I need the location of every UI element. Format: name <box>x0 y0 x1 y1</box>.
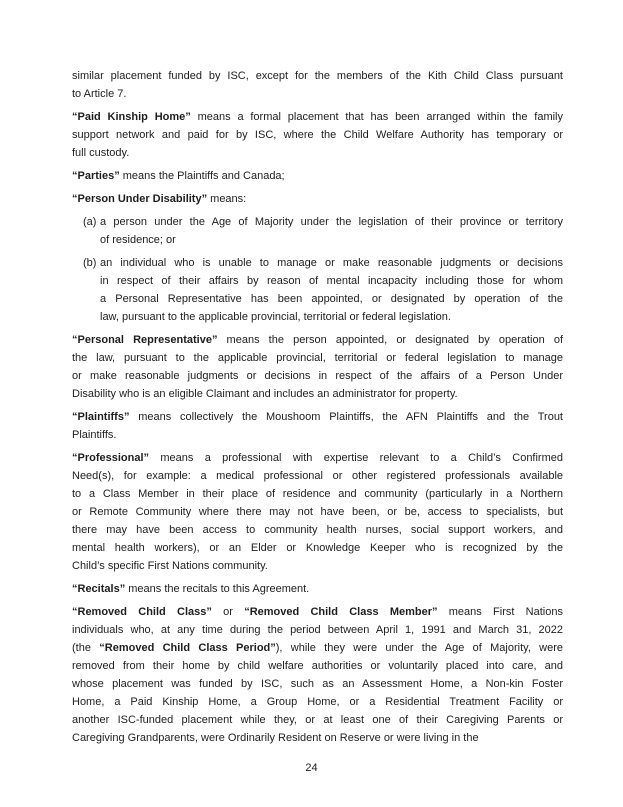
text-run: an individual who is unable to manage or make reasonable judgments or decisions <box>100 257 563 269</box>
definition-paragraph <box>72 167 563 185</box>
list-marker: (a) <box>83 216 97 228</box>
definition-paragraph <box>72 331 563 403</box>
defined-term: “Removed Child Class” <box>72 606 212 618</box>
text-run: or Remote Community where there may not have been, or be, access to specialists, but <box>72 506 563 518</box>
text-line <box>72 67 563 85</box>
text-line <box>72 449 563 467</box>
defined-term: “Personal Representative” <box>72 334 218 346</box>
text-line <box>100 213 563 231</box>
text-run: means a professional with expertise relevant to a Child’s Confirmed <box>149 452 563 464</box>
text-line <box>100 231 563 249</box>
text-run: (the <box>72 642 100 654</box>
text-line <box>72 108 563 126</box>
text-run: means the person appointed, or designated by operation of <box>217 334 564 346</box>
text-run: Child’s specific First Nations community. <box>72 560 268 572</box>
text-line <box>72 367 563 385</box>
text-run: means First Nations <box>437 606 563 618</box>
text-run: of residence; or <box>100 234 176 246</box>
text-run: means: <box>207 193 247 205</box>
definition-list-item <box>72 254 563 326</box>
text-run: in respect of their affairs by reason of mental incapacity including those for whom <box>100 275 563 287</box>
text-run: law, pursuant to the applicable provincial, territorial or federal legislation. <box>100 311 451 323</box>
text-line <box>72 657 563 675</box>
definition-paragraph <box>72 580 563 598</box>
text-line <box>72 385 563 403</box>
text-run: or <box>211 606 245 618</box>
text-run: Need(s), for example: a medical professional or other registered professionals available <box>72 470 563 482</box>
text-line <box>72 167 563 185</box>
text-run: the law, pursuant to the applicable provincial, territorial or federal legislation to manage <box>72 352 563 364</box>
definition-paragraph <box>72 449 563 575</box>
text-run: means the Plaintiffs and Canada; <box>119 170 285 182</box>
text-line <box>72 711 563 729</box>
text-line <box>72 485 563 503</box>
definition-paragraph <box>72 190 563 208</box>
text-line <box>72 557 563 575</box>
text-line <box>72 85 563 103</box>
defined-term: “Professional” <box>72 452 150 464</box>
text-line <box>72 639 563 657</box>
text-run: a Personal Representative has been appointed, or designated by operation of the <box>100 293 563 305</box>
text-line <box>100 290 563 308</box>
definition-paragraph <box>72 67 563 103</box>
text-line <box>72 729 563 747</box>
definition-paragraph <box>72 408 563 444</box>
text-run: Plaintiffs. <box>72 429 117 441</box>
text-run: means a formal placement that has been arranged within the family <box>190 111 563 123</box>
defined-term: “Parties” <box>72 170 120 182</box>
text-run: means the recitals to this Agreement. <box>125 583 310 595</box>
text-run: full custody. <box>72 147 130 159</box>
text-run: similar placement funded by ISC, except for the members of the Kith Child Class pursuant <box>72 70 563 82</box>
text-line <box>72 126 563 144</box>
text-run: whose placement was funded by ISC, such as an Assessment Home, a Non-kin Foster <box>72 678 563 690</box>
text-run: individuals who, at any time during the period between April 1, 1991 and March 31, 2022 <box>72 624 563 636</box>
definition-paragraph <box>72 108 563 162</box>
text-line <box>72 621 563 639</box>
text-run: to a Class Member in their place of residence and community (particularly in a Northern <box>72 488 563 500</box>
text-line <box>100 272 563 290</box>
text-line <box>72 331 563 349</box>
text-line <box>72 408 563 426</box>
text-line <box>72 521 563 539</box>
definition-paragraph <box>72 603 563 747</box>
text-line <box>100 254 563 272</box>
defined-term: “Person Under Disability” <box>72 193 208 205</box>
defined-term: “Plaintiffs” <box>72 411 130 423</box>
defined-term: “Recitals” <box>72 583 126 595</box>
text-line <box>72 190 563 208</box>
text-run: support network and paid for by ISC, where the Child Welfare Authority has temporary or <box>72 129 563 141</box>
defined-term: “Removed Child Class Member” <box>244 606 438 618</box>
text-line <box>72 580 563 598</box>
list-marker: (b) <box>83 257 97 269</box>
text-run: a person under the Age of Majority under the legislation of their province or territory <box>100 216 563 228</box>
text-line <box>72 693 563 711</box>
text-line <box>72 675 563 693</box>
text-run: another ISC-funded placement while they, or at least one of their Caregiving Parents or <box>72 714 563 726</box>
text-run: to Article 7. <box>72 88 127 100</box>
text-line <box>72 349 563 367</box>
text-run: removed from their home by child welfare authorities or voluntarily placed into care, and <box>72 660 563 672</box>
text-line <box>72 426 563 444</box>
text-run: means collectively the Moushoom Plaintiffs, the AFN Plaintiffs and the Trout <box>129 411 563 423</box>
text-line <box>100 308 563 326</box>
defined-term: “Removed Child Class Period” <box>99 642 276 654</box>
text-run: Caregiving Grandparents, were Ordinarily Resident on Reserve or were living in the <box>72 732 479 744</box>
text-run: or make reasonable judgments or decisions in respect of the affairs of a Person Under <box>72 370 563 382</box>
text-line <box>72 539 563 557</box>
text-run: Home, a Paid Kinship Home, a Group Home, or a Residential Treatment Facility or <box>72 696 563 708</box>
page-number: 24 <box>305 762 318 774</box>
text-run: mental health workers), or an Elder or Knowledge Keeper who is recognized by the <box>72 542 563 554</box>
text-line <box>72 144 563 162</box>
defined-term: “Paid Kinship Home” <box>72 111 191 123</box>
text-line <box>72 467 563 485</box>
text-run: ), while they were under the Age of Majority, were <box>275 642 564 654</box>
text-line <box>72 603 563 621</box>
text-run: Disability who is an eligible Claimant and includes an administrator for property. <box>72 388 458 400</box>
text-run: there may have been access to community health nurses, social support workers, and <box>72 524 563 536</box>
text-line <box>72 503 563 521</box>
definition-list-item <box>72 213 563 249</box>
document-body <box>72 67 563 752</box>
